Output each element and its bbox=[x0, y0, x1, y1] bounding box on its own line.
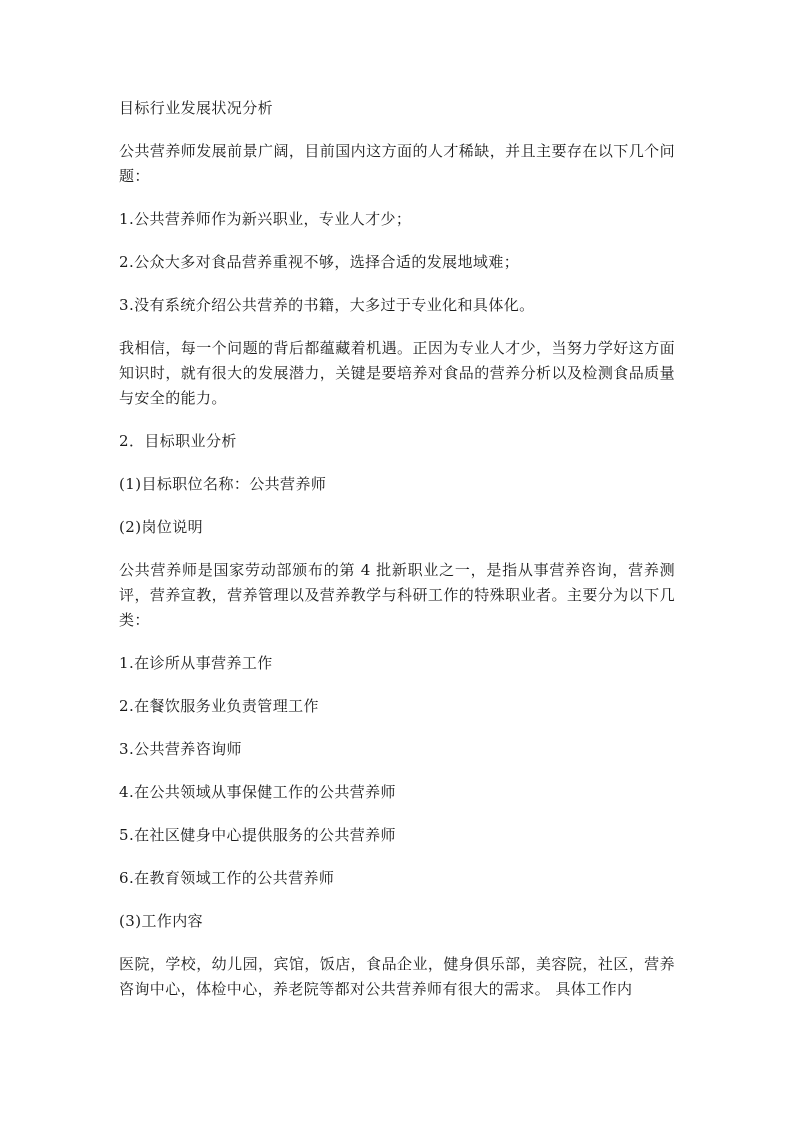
list-item: 1.在诊所从事营养工作 bbox=[119, 654, 273, 672]
document-body bbox=[119, 96, 675, 1020]
subsection-heading: (1)目标职位名称：公共营养师 bbox=[119, 475, 327, 493]
list-item: 4.在公共领域从事保健工作的公共营养师 bbox=[119, 783, 396, 801]
paragraph: 医院，学校，幼儿园，宾馆，饭店，食品企业，健身俱乐部，美容院，社区，营养咨询中心，体检中心，养老院等都对公共营养师有很大的需求。 具体工作内 bbox=[119, 955, 675, 998]
list-item: 2.在餐饮服务业负责管理工作 bbox=[119, 697, 319, 715]
list-item: 3.没有系统介绍公共营养的书籍，大多过于专业化和具体化。 bbox=[119, 296, 535, 314]
paragraph: 公共营养师发展前景广阔，目前国内这方面的人才稀缺，并且主要存在以下几个问题： bbox=[119, 142, 675, 185]
section-heading: 2．目标职业分析 bbox=[119, 432, 237, 450]
list-item: 1.公共营养师作为新兴职业，专业人才少； bbox=[119, 210, 412, 228]
list-item: 5.在社区健身中心提供服务的公共营养师 bbox=[119, 826, 396, 844]
list-item: 3.公共营养咨询师 bbox=[119, 740, 242, 758]
subsection-heading: (3)工作内容 bbox=[119, 912, 204, 930]
subsection-heading: (2)岗位说明 bbox=[119, 518, 204, 536]
section-heading: 目标行业发展状况分析 bbox=[119, 99, 274, 117]
paragraph: 我相信，每一个问题的背后都蕴藏着机遇。正因为专业人才少，当努力学好这方面知识时，就有很大的发展潜力，关键是要培养对食品的营养分析以及检测食品质量与安全的能力。 bbox=[119, 339, 675, 407]
list-item: 6.在教育领域工作的公共营养师 bbox=[119, 869, 335, 887]
list-item: 2.公众大多对食品营养重视不够，选择合适的发展地域难； bbox=[119, 253, 520, 271]
paragraph: 公共营养师是国家劳动部颁布的第 4 批新职业之一，是指从事营养咨询，营养测评，营养宣教，营养管理以及营养教学与科研工作的特殊职业者。主要分为以下几类： bbox=[119, 561, 675, 629]
